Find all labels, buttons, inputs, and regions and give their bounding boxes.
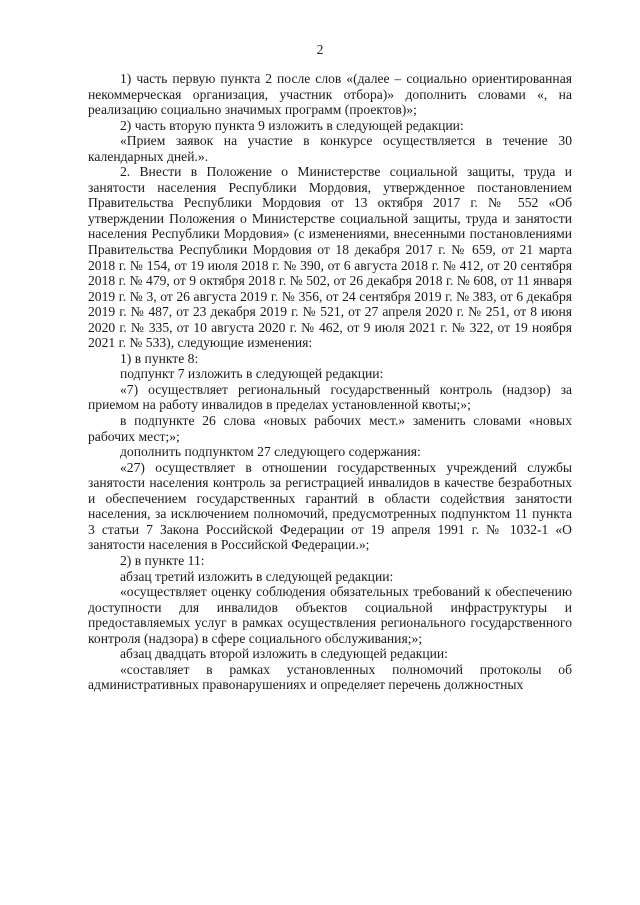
paragraph-point-11: 2) в пункте 11: (120, 552, 205, 568)
paragraph-subpoint-7: подпункт 7 изложить в следующей редакции: (120, 366, 384, 382)
paragraph-section-2: 2. Внести в Положение о Министерстве социальной защиты, труда и занятости населения Республики Мордовия, утвержденное постановлением Правительства Республики Мордовия от 13 октября 2017 г. № 552 «Об утверждении Положения о Министерстве социальной защиты, труда и занятости населения Республики Мордовия» (с изменениями, внесенными постановлениями Правительства Республики Мордовия от 18 декабря 2017 г. № 659, от 21 марта 2018 г. № 154, от 19 июля 2018 г. № 390, от 6 августа 2018 г. № 412, от 20 сентября 2018 г. № 479, от 9 октября 2018 г. № 502, от 26 декабря 2018 г. № 608, от 11 января 2019 г. № 3, от 26 августа 2019 г. № 356, от 24 сентября 2019 г. № 383, от 6 декабря 2019 г. № 487, от 23 декабря 2019 г. № 521, от 27 апреля 2020 г. № 251, от 8 июня 2020 г. № 335, от 10 августа 2020 г. № 462, от 9 июля 2021 г. № 322, от 19 ноября 2021 г. № 533), следующие изменения: (88, 164, 572, 351)
paragraph-quote-abzac-22: «составляет в рамках установленных полномочий протоколы об административных правонарушениях и определяет перечень должностных (88, 661, 572, 693)
paragraph-abzac-22: абзац двадцать второй изложить в следующей редакции: (120, 646, 448, 662)
paragraph-add-subpoint-27: дополнить подпунктом 27 следующего содержания: (120, 444, 421, 460)
paragraph-quote-subpoint-7: «7) осуществляет региональный государственный контроль (надзор) за приемом на работу инвалидов в пределах установленной квоты;»; (88, 381, 572, 413)
paragraph-amend-item-2: 2) часть вторую пункта 9 изложить в следующей редакции: (120, 117, 464, 133)
paragraph-quote-applications: «Прием заявок на участие в конкурсе осуществляется в течение 30 календарных дней.». (88, 133, 572, 164)
paragraph-point-8: 1) в пункте 8: (120, 350, 199, 366)
page-number: 2 (316, 42, 324, 57)
paragraph-amend-item-1: 1) часть первую пункта 2 после слов «(далее – социально ориентированная некоммерческая организация, участник отбора)» дополнить словами «, на реализацию социально значимых программ (проектов)»; (88, 71, 572, 118)
document-body (88, 71, 572, 693)
paragraph-abzac-3: абзац третий изложить в следующей редакции: (120, 568, 394, 584)
paragraph-quote-subpoint-27: «27) осуществляет в отношении государственных учреждений службы занятости населения контроль за регистрацией инвалидов в качестве безработных и обеспечением государственных гарантий в области содействия занятости населения, за исключением полномочий, предусмотренных подпунктом 11 пункта 3 статьи 7 Закона Российской Федерации от 19 апреля 1991 г. № 1032-1 «О занятости населения в Российской Федерации.»; (88, 459, 572, 553)
paragraph-quote-abzac-3: «осуществляет оценку соблюдения обязательных требований к обеспечению доступности для инвалидов объектов социальной инфраструктуры и предоставляемых услуг в рамках осуществления регионального государственного контроля (надзора) в сфере социального обслуживания;»; (88, 584, 572, 646)
paragraph-subpoint-26: в подпункте 26 слова «новых рабочих мест.» заменить словами «новых рабочих мест;»; (88, 413, 572, 444)
